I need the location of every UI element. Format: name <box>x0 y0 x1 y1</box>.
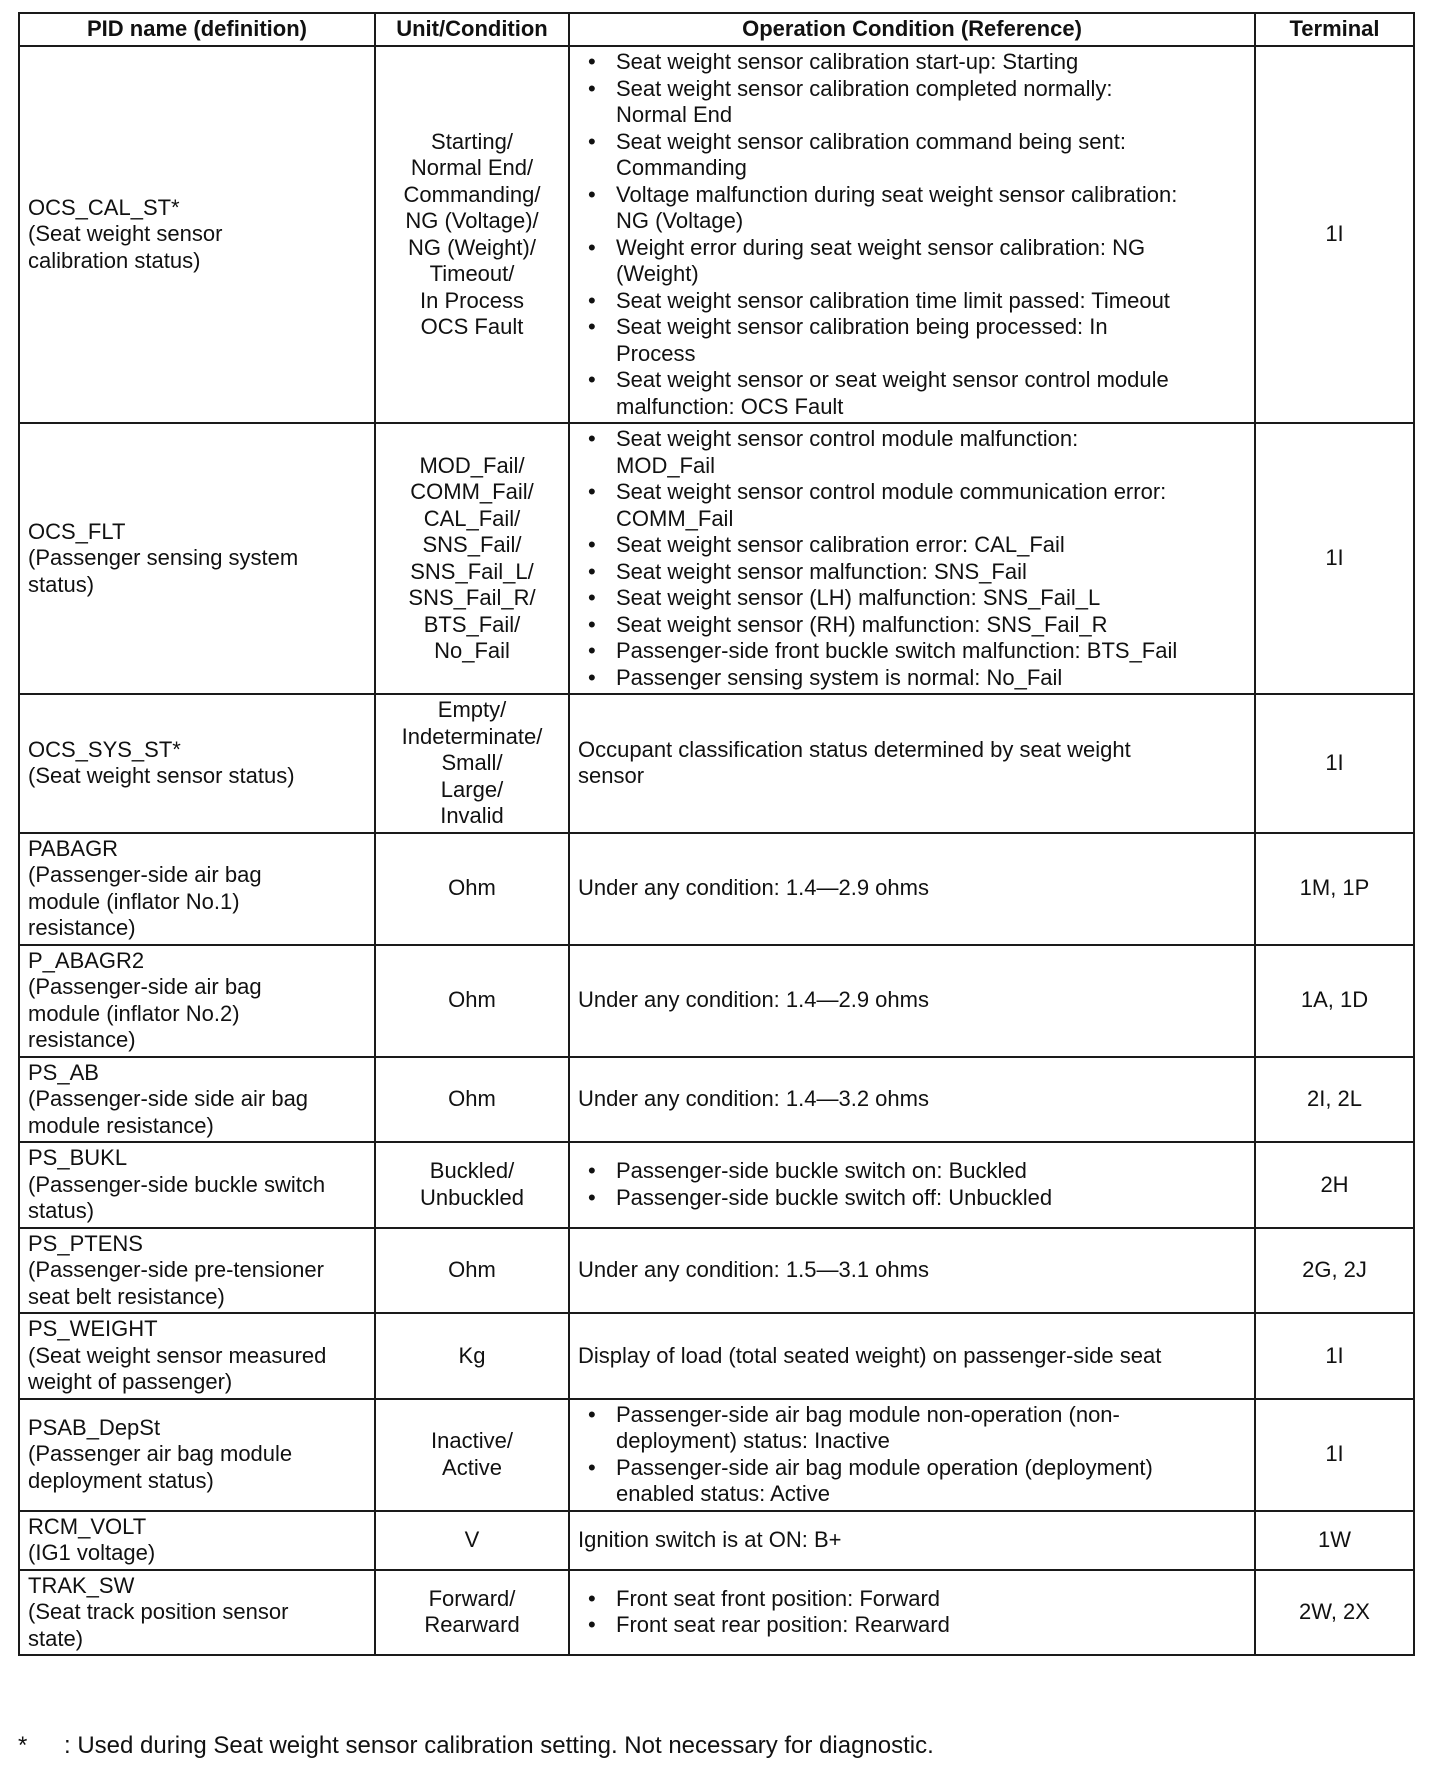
pid-name-cell <box>19 1313 375 1399</box>
operation-condition-cell <box>569 1142 1255 1228</box>
operation-bullet-line: • Seat weight sensor calibration command being sent: <box>616 128 1126 154</box>
operation-bullet-line: malfunction: OCS Fault <box>616 393 844 419</box>
pid-name-line: (Seat weight sensor measured <box>28 1342 327 1368</box>
list-item <box>578 1586 1246 1613</box>
unit-condition-cell <box>375 1228 569 1314</box>
unit-condition-line: Starting/ <box>431 128 513 154</box>
operation-text-line: sensor <box>578 763 645 789</box>
list-item <box>578 1402 1246 1455</box>
terminal-cell: 1I <box>1255 1399 1414 1511</box>
unit-condition-line: COMM_Fail/ <box>410 479 534 504</box>
header-pid-name: PID name (definition) <box>19 13 375 46</box>
pid-name-line: module (inflator No.1) <box>28 888 240 914</box>
pid-name-line: (Passenger-side air bag <box>28 862 262 887</box>
table-header-row <box>19 13 1414 46</box>
list-item <box>578 182 1246 235</box>
pid-name-line: (Seat track position sensor <box>28 1599 289 1624</box>
terminal-cell: 2G, 2J <box>1255 1228 1414 1314</box>
unit-condition-line: Small/ <box>441 750 503 775</box>
unit-condition-line: Ohm <box>448 987 496 1013</box>
operation-bullet-line: enabled status: Active <box>616 1481 831 1506</box>
unit-condition-line: Invalid <box>440 803 504 828</box>
operation-bullet-line: deployment) status: Inactive <box>616 1428 890 1453</box>
unit-condition-line: Timeout/ <box>429 261 515 286</box>
pid-name-line: resistance) <box>28 915 136 940</box>
terminal-cell: 1I <box>1255 694 1414 833</box>
pid-name-cell <box>19 1228 375 1314</box>
pid-name-line: PS_WEIGHT <box>28 1316 158 1341</box>
list-item <box>578 235 1246 288</box>
unit-condition-line: Rearward <box>424 1612 520 1638</box>
operation-bullet-line: • Passenger-side front buckle switch malfunction: BTS_Fail <box>616 638 1178 663</box>
operation-bullet-line: COMM_Fail <box>616 505 734 531</box>
unit-condition-line: Kg <box>458 1342 486 1368</box>
list-item <box>578 1158 1246 1185</box>
pid-name-line: (Passenger-side air bag <box>28 974 262 999</box>
pid-reference-sheet <box>18 12 1413 1656</box>
terminal-cell: 2W, 2X <box>1255 1570 1414 1656</box>
terminal-cell: 1A, 1D <box>1255 945 1414 1057</box>
pid-name-cell <box>19 1511 375 1570</box>
operation-bullet-line: • Weight error during seat weight sensor calibration: NG <box>616 234 1146 260</box>
pid-name-line: weight of passenger) <box>28 1369 233 1394</box>
pid-name-line: OCS_CAL_ST* <box>28 194 180 220</box>
pid-name-cell <box>19 1399 375 1511</box>
operation-bullet-line: • Seat weight sensor (RH) malfunction: SNS_Fail_R <box>616 611 1108 637</box>
table-row <box>19 1142 1414 1228</box>
pid-name-cell <box>19 423 375 694</box>
operation-bullet-line: • Seat weight sensor malfunction: SNS_Fail <box>616 558 1027 584</box>
list-item <box>578 314 1246 367</box>
list-item <box>578 426 1246 479</box>
unit-condition-cell <box>375 945 569 1057</box>
operation-bullet-line: Commanding <box>616 155 747 180</box>
footnote-mark: * <box>18 1732 28 1759</box>
unit-condition-cell <box>375 46 569 423</box>
pid-name-line: (Seat weight sensor status) <box>28 763 295 789</box>
unit-condition-line: Ohm <box>448 875 496 901</box>
list-item <box>578 1185 1246 1212</box>
operation-bullet-line: • Front seat rear position: Rearward <box>616 1612 950 1638</box>
pid-name-cell <box>19 1570 375 1656</box>
pid-name-line: PSAB_DepSt <box>28 1414 161 1440</box>
unit-condition-line: Unbuckled <box>420 1184 524 1210</box>
pid-name-line: RCM_VOLT <box>28 1513 147 1539</box>
pid-name-line: (Passenger sensing system <box>28 545 299 571</box>
unit-condition-line: OCS Fault <box>420 314 524 339</box>
operation-bullet-list <box>578 1402 1246 1508</box>
pid-name-cell <box>19 46 375 423</box>
terminal-cell: 1I <box>1255 46 1414 423</box>
footnote <box>18 1732 934 1760</box>
operation-condition-cell <box>569 1313 1255 1399</box>
table-row <box>19 1313 1414 1399</box>
unit-condition-line: SNS_Fail/ <box>422 532 522 557</box>
operation-text-line: Under any condition: 1.4—3.2 ohms <box>578 1086 929 1111</box>
operation-bullet-line: Normal End <box>616 102 733 127</box>
operation-bullet-line: • Seat weight sensor calibration error: CAL_Fail <box>616 532 1065 557</box>
pid-name-cell <box>19 945 375 1057</box>
operation-bullet-list <box>578 1586 1246 1639</box>
terminal-cell: 1I <box>1255 1313 1414 1399</box>
operation-text-line: Under any condition: 1.4—2.9 ohms <box>578 987 929 1013</box>
unit-condition-cell <box>375 423 569 694</box>
list-item <box>578 367 1246 420</box>
list-item <box>578 612 1246 639</box>
table-row <box>19 1399 1414 1511</box>
pid-name-cell <box>19 1142 375 1228</box>
unit-condition-line: Ohm <box>448 1257 496 1282</box>
table-row <box>19 833 1414 945</box>
list-item <box>578 532 1246 559</box>
table-row <box>19 423 1414 694</box>
unit-condition-cell <box>375 1057 569 1143</box>
unit-condition-cell <box>375 1570 569 1656</box>
pid-name-line: state) <box>28 1625 84 1651</box>
unit-condition-line: SNS_Fail_R/ <box>408 585 536 610</box>
list-item <box>578 665 1246 692</box>
operation-text-line: Under any condition: 1.4—2.9 ohms <box>578 875 929 901</box>
operation-bullet-line: • Front seat front position: Forward <box>616 1585 941 1611</box>
operation-bullet-line: • Passenger-side buckle switch off: Unbuckled <box>616 1184 1053 1210</box>
unit-condition-line: Forward/ <box>428 1585 516 1611</box>
terminal-cell: 1W <box>1255 1511 1414 1570</box>
list-item <box>578 559 1246 586</box>
pid-name-line: P_ABAGR2 <box>28 947 145 973</box>
footnote-text: : Used during Seat weight sensor calibration setting. Not necessary for diagnostic. <box>64 1732 934 1759</box>
table-row <box>19 1057 1414 1143</box>
terminal-cell: 2I, 2L <box>1255 1057 1414 1143</box>
list-item <box>578 76 1246 129</box>
terminal-cell: 2H <box>1255 1142 1414 1228</box>
pid-name-line: TRAK_SW <box>28 1572 135 1598</box>
unit-condition-line: CAL_Fail/ <box>423 505 521 531</box>
pid-name-line: PS_BUKL <box>28 1145 128 1170</box>
list-item <box>578 49 1246 76</box>
unit-condition-cell <box>375 1511 569 1570</box>
unit-condition-cell <box>375 1313 569 1399</box>
pid-name-line: status) <box>28 1198 95 1223</box>
operation-bullet-line: • Seat weight sensor calibration completed normally: <box>616 75 1113 101</box>
unit-condition-line: Ohm <box>448 1086 496 1111</box>
pid-name-line: OCS_FLT <box>28 518 126 544</box>
unit-condition-cell <box>375 833 569 945</box>
pid-name-line: deployment status) <box>28 1467 214 1493</box>
operation-bullet-line: • Seat weight sensor calibration start-up: Starting <box>616 49 1079 74</box>
table-row <box>19 1570 1414 1656</box>
operation-bullet-line: • Seat weight sensor calibration time limit passed: Timeout <box>616 287 1170 313</box>
unit-condition-line: NG (Voltage)/ <box>405 208 539 233</box>
terminal-cell: 1I <box>1255 423 1414 694</box>
pid-name-line: PS_PTENS <box>28 1230 143 1256</box>
pid-name-line: module resistance) <box>28 1112 214 1138</box>
operation-condition-cell <box>569 46 1255 423</box>
operation-condition-cell <box>569 423 1255 694</box>
unit-condition-line: BTS_Fail/ <box>423 611 521 637</box>
unit-condition-line: Empty/ <box>437 697 507 722</box>
operation-bullet-line: • Voltage malfunction during seat weight sensor calibration: <box>616 181 1178 207</box>
header-terminal: Terminal <box>1255 13 1414 46</box>
operation-condition-cell <box>569 833 1255 945</box>
unit-condition-line: Inactive/ <box>431 1428 513 1453</box>
list-item <box>578 1455 1246 1508</box>
table-row <box>19 945 1414 1057</box>
pid-name-line: module (inflator No.2) <box>28 1000 240 1026</box>
unit-condition-cell <box>375 694 569 833</box>
unit-condition-line: In Process <box>420 287 524 313</box>
unit-condition-line: V <box>464 1526 480 1552</box>
operation-bullet-line: • Seat weight sensor control module malfunction: <box>616 426 1079 451</box>
operation-bullet-line: • Passenger-side air bag module operation (deployment) <box>616 1454 1153 1480</box>
unit-condition-line: No_Fail <box>434 638 510 663</box>
pid-name-cell <box>19 1057 375 1143</box>
unit-condition-line: Normal End/ <box>410 155 534 180</box>
operation-bullet-line: MOD_Fail <box>616 452 716 478</box>
table-row <box>19 1228 1414 1314</box>
operation-text-line: Display of load (total seated weight) on passenger-side seat <box>578 1342 1162 1368</box>
pid-name-line: status) <box>28 571 95 597</box>
pid-name-line: PS_AB <box>28 1059 99 1085</box>
pid-name-line: (Passenger-side pre-tensioner <box>28 1257 324 1282</box>
pid-name-line: (Seat weight sensor <box>28 221 223 247</box>
unit-condition-line: NG (Weight)/ <box>408 234 536 260</box>
unit-condition-line: MOD_Fail/ <box>419 452 525 478</box>
unit-condition-line: Commanding/ <box>403 181 541 207</box>
operation-bullet-line: (Weight) <box>616 261 699 286</box>
list-item <box>578 129 1246 182</box>
operation-bullet-line: • Passenger-side air bag module non-operation (non- <box>616 1401 1120 1427</box>
list-item <box>578 479 1246 532</box>
operation-condition-cell <box>569 1511 1255 1570</box>
operation-bullet-list <box>578 49 1246 420</box>
header-unit-condition: Unit/Condition <box>375 13 569 46</box>
unit-condition-line: Buckled/ <box>429 1158 515 1184</box>
operation-bullet-line: • Seat weight sensor calibration being processed: In <box>616 314 1108 339</box>
operation-bullet-line: • Seat weight sensor (LH) malfunction: SNS_Fail_L <box>616 585 1101 610</box>
operation-condition-cell <box>569 1228 1255 1314</box>
pid-name-line: seat belt resistance) <box>28 1283 225 1309</box>
operation-condition-cell <box>569 1057 1255 1143</box>
pid-name-line: (Passenger-side buckle switch <box>28 1171 326 1197</box>
operation-condition-cell <box>569 1399 1255 1511</box>
unit-condition-line: Active <box>442 1454 502 1480</box>
operation-bullet-list <box>578 1158 1246 1211</box>
operation-condition-cell <box>569 1570 1255 1656</box>
table-row <box>19 46 1414 423</box>
pid-name-cell <box>19 833 375 945</box>
pid-name-line: calibration status) <box>28 247 201 273</box>
unit-condition-cell <box>375 1399 569 1511</box>
pid-name-line: (Passenger-side side air bag <box>28 1086 309 1111</box>
pid-table-body <box>19 46 1414 1655</box>
operation-bullet-line: • Seat weight sensor or seat weight sensor control module <box>616 367 1169 392</box>
operation-bullet-line: • Seat weight sensor control module communication error: <box>616 479 1167 504</box>
list-item <box>578 1612 1246 1639</box>
operation-bullet-line: • Passenger-side buckle switch on: Buckled <box>616 1158 1027 1184</box>
header-operation-condition: Operation Condition (Reference) <box>569 13 1255 46</box>
operation-condition-cell <box>569 694 1255 833</box>
list-item <box>578 585 1246 612</box>
operation-bullet-line: NG (Voltage) <box>616 208 744 233</box>
pid-name-cell <box>19 694 375 833</box>
pid-name-line: PABAGR <box>28 835 119 861</box>
unit-condition-line: Large/ <box>440 776 504 802</box>
operation-bullet-list <box>578 426 1246 691</box>
pid-name-line: (Passenger air bag module <box>28 1441 293 1467</box>
unit-condition-cell <box>375 1142 569 1228</box>
unit-condition-line: SNS_Fail_L/ <box>410 558 534 584</box>
pid-name-line: (IG1 voltage) <box>28 1540 156 1565</box>
pid-table <box>18 12 1415 1656</box>
operation-text-line: Occupant classification status determined by seat weight <box>578 736 1131 762</box>
table-row <box>19 1511 1414 1570</box>
list-item <box>578 638 1246 665</box>
operation-bullet-line: Process <box>616 340 696 366</box>
operation-text-line: Under any condition: 1.5—3.1 ohms <box>578 1257 929 1282</box>
pid-name-line: OCS_SYS_ST* <box>28 736 181 762</box>
unit-condition-line: Indeterminate/ <box>401 723 543 749</box>
terminal-cell: 1M, 1P <box>1255 833 1414 945</box>
operation-bullet-line: • Passenger sensing system is normal: No_Fail <box>616 664 1063 690</box>
pid-name-line: resistance) <box>28 1027 136 1052</box>
list-item <box>578 288 1246 315</box>
operation-text-line: Ignition switch is at ON: B+ <box>578 1526 842 1552</box>
operation-condition-cell <box>569 945 1255 1057</box>
table-row <box>19 694 1414 833</box>
